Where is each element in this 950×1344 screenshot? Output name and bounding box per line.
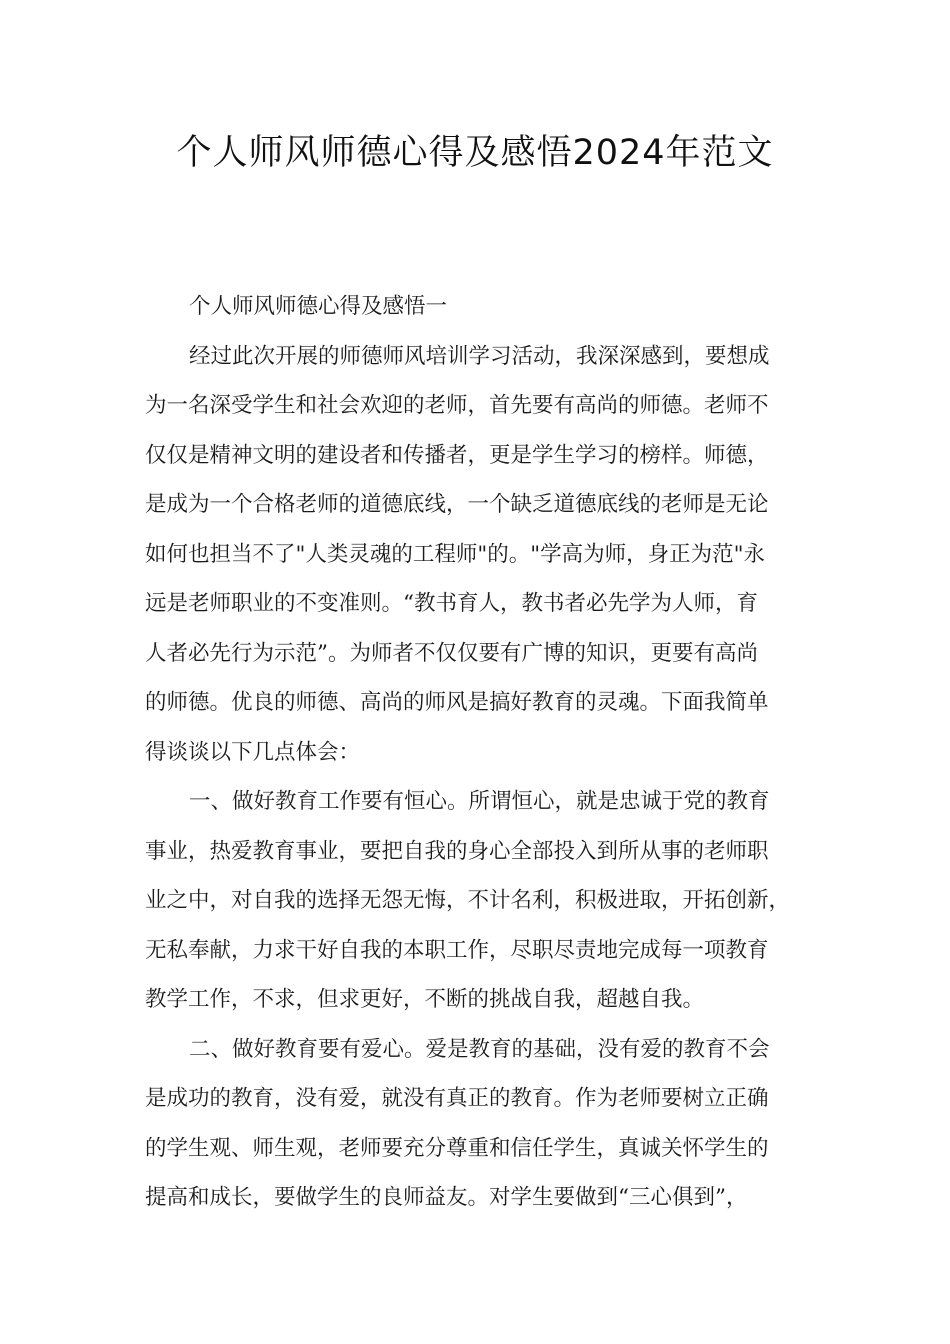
paragraph-line: 提高和成长，要做学生的良师益友。对学生要做到“三心俱到”，: [145, 1185, 748, 1210]
paragraph-line: 经过此次开展的师德师风培训学习活动，我深深感到，要想成: [189, 343, 770, 369]
section-heading: 个人师风师德心得及感悟一: [189, 294, 448, 319]
paragraph-line: 的学生观、师生观，老师要充分尊重和信任学生，真诚关怀学生的: [145, 1135, 769, 1161]
paragraph-line: 二、做好教育要有爱心。爱是教育的基础，没有爱的教育不会: [189, 1036, 770, 1062]
paragraph-line: 得谈谈以下几点体会：: [145, 739, 361, 765]
paragraph-line: 无私奉献，力求干好自我的本职工作，尽职尽责地完成每一项教育: [145, 937, 769, 963]
paragraph-line: 为一名深受学生和社会欢迎的老师，首先要有高尚的师德。老师不: [145, 393, 769, 418]
paragraph-line: 远是老师职业的不变准则。“教书育人，教书者必先学为人师，育: [145, 591, 758, 616]
paragraph-line: 是成为一个合格老师的道德底线，一个缺乏道德底线的老师是无论: [145, 492, 769, 517]
paragraph-line: 如何也担当不了"人类灵魂的工程师"的。"学高为师，身正为范"永: [145, 541, 766, 567]
document-title: 个人师风师德心得及感悟2024年范文: [176, 133, 774, 173]
paragraph-line: 业之中，对自我的选择无怨无悔，不计名利，积极进取，开拓创新，: [145, 888, 791, 913]
paragraph-line: 教学工作，不求，但求更好，不断的挑战自我，超越自我。: [145, 987, 705, 1012]
paragraph-line: 一、做好教育工作要有恒心。所谓恒心，就是忠诚于党的教育: [189, 789, 770, 814]
paragraph-line: 仅仅是精神文明的建设者和传播者，更是学生学习的榜样。师德，: [145, 442, 769, 468]
document-body: [145, 282, 825, 1223]
paragraph-line: 人者必先行为示范”。为师者不仅仅要有广博的知识，更要有高尚: [145, 640, 758, 666]
paragraph-line: 的师德。优良的师德、高尚的师风是搞好教育的灵魂。下面我简单: [145, 690, 769, 715]
paragraph-line: 事业，热爱教育事业，要把自我的身心全部投入到所从事的老师职: [145, 838, 769, 864]
paragraph-line: 是成功的教育，没有爱，就没有真正的教育。作为老师要树立正确: [145, 1086, 769, 1111]
